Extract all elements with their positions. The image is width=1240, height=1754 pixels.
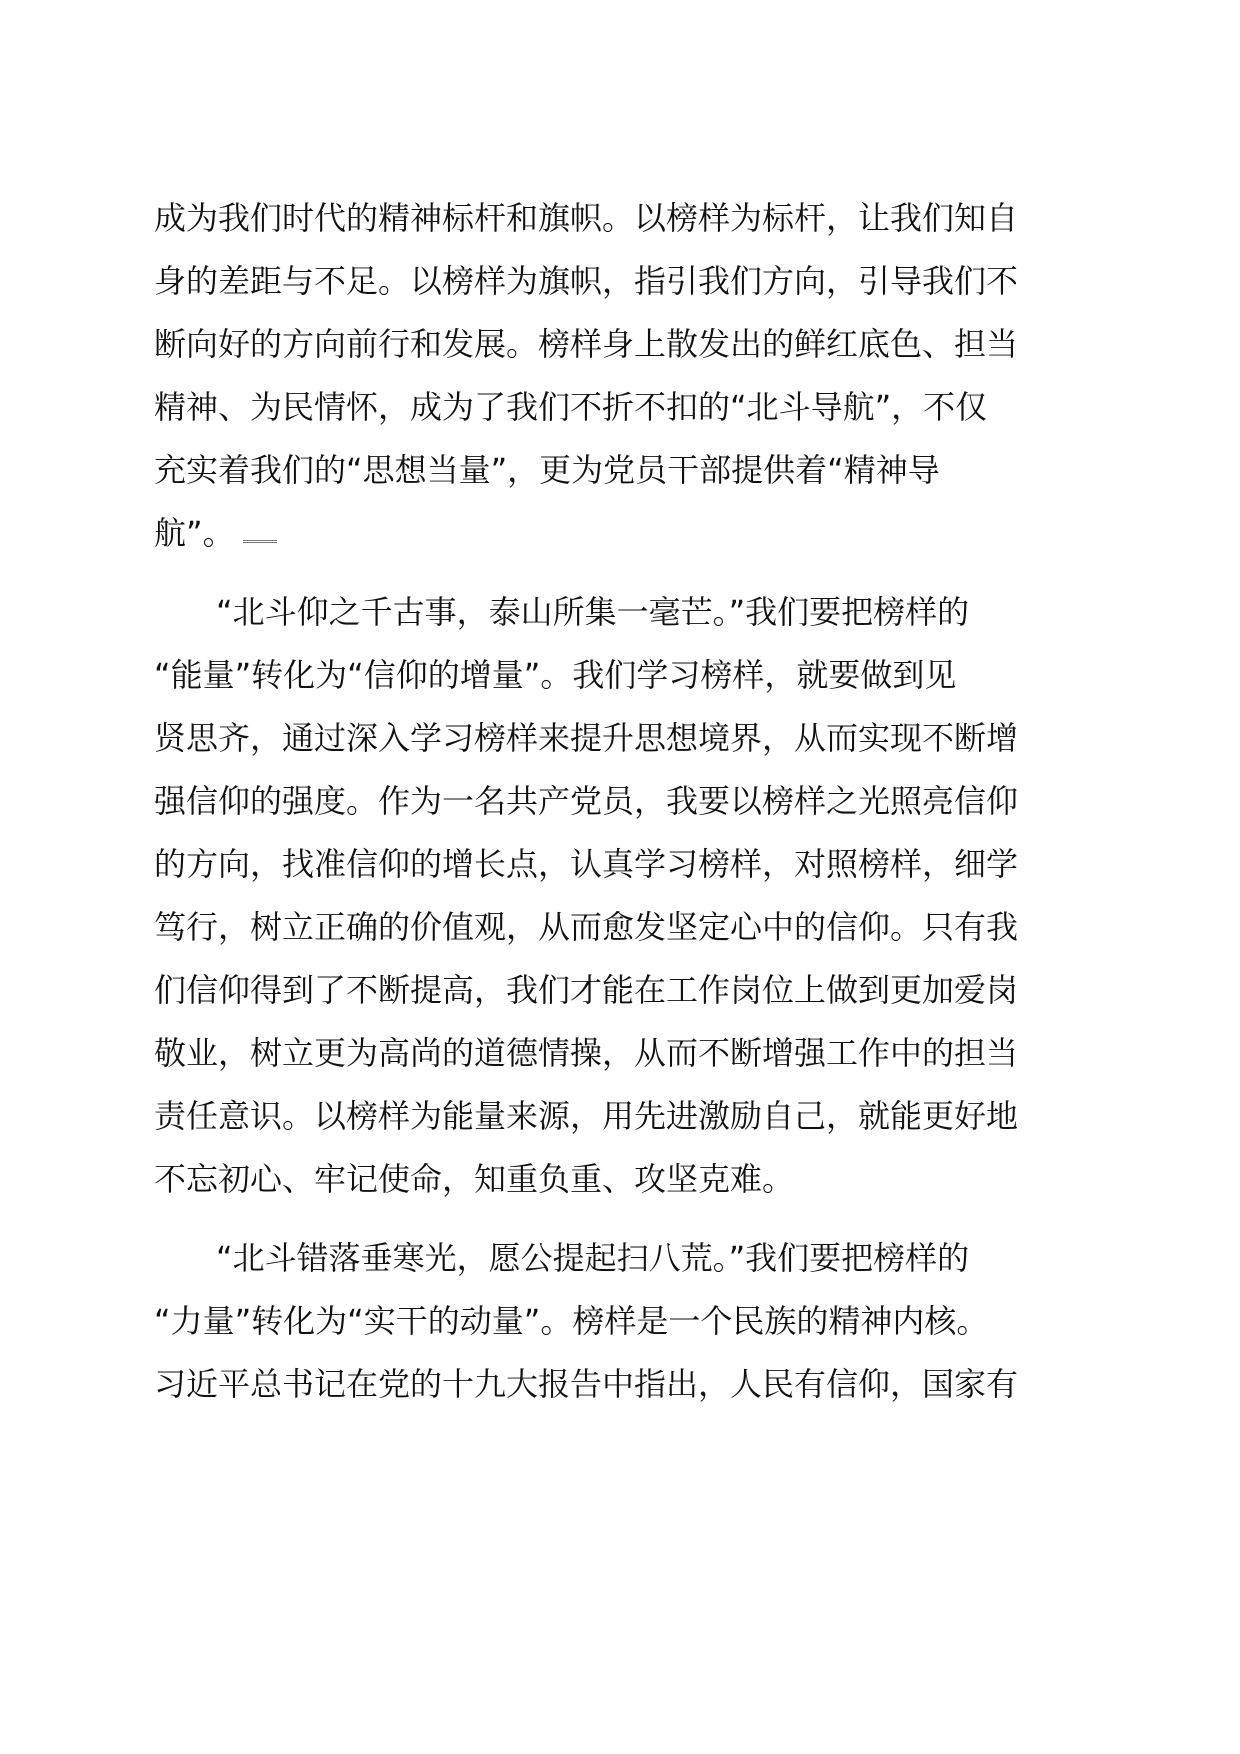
text-line: 断向好的方向前行和发展。榜样身上散发出的鲜红底色、担当: [154, 325, 1019, 363]
paragraph-3: [154, 1227, 1096, 1416]
paragraph-2: [154, 581, 1096, 1211]
text-line: “力量”转化为“实干的动量”。榜样是一个民族的精神内核。: [154, 1302, 989, 1340]
text-line: 强信仰的强度。作为一名共产党员，我要以榜样之光照亮信仰: [154, 782, 1019, 820]
text-line: 敬业，树立更为高尚的道德情操，从而不断增强工作中的担当: [154, 1034, 1019, 1072]
text-line: 们信仰得到了不断提高，我们才能在工作岗位上做到更加爱岗: [154, 971, 1019, 1009]
text-line: 航”。: [154, 514, 235, 552]
text-line: 的方向，找准信仰的增长点，认真学习榜样，对照榜样，细学: [154, 845, 1019, 883]
tiny-footnote-mark: [243, 540, 277, 543]
text-line-with-mark: [154, 502, 1096, 565]
paragraph-1: [154, 187, 1096, 565]
text-line: 成为我们时代的精神标杆和旗帜。以榜样为标杆，让我们知自: [154, 199, 1019, 237]
text-line: “北斗仰之千古事，泰山所集一毫芒。”我们要把榜样的: [216, 593, 970, 631]
paragraph-gap: [154, 565, 1096, 581]
text-line: 不忘初心、牢记使命，知重负重、攻坚克难。: [154, 1160, 795, 1198]
text-line: 贤思齐，通过深入学习榜样来提升思想境界，从而实现不断增: [154, 719, 1019, 757]
text-line-indented: [154, 1227, 1096, 1290]
paragraph-gap: [154, 1211, 1096, 1227]
text-line: “能量”转化为“信仰的增量”。我们学习榜样，就要做到见: [154, 656, 957, 694]
text-line: 责任意识。以榜样为能量来源，用先进激励自己，就能更好地: [154, 1097, 1019, 1135]
text-line: “北斗错落垂寒光，愿公提起扫八荒。”我们要把榜样的: [216, 1239, 970, 1277]
text-line: 习近平总书记在党的十九大报告中指出，人民有信仰，国家有: [154, 1365, 1019, 1403]
text-line: 精神、为民情怀，成为了我们不折不扣的“北斗导航”，不仅: [154, 388, 988, 426]
text-line: 笃行，树立正确的价值观，从而愈发坚定心中的信仰。只有我: [154, 908, 1019, 946]
text-line: 充实着我们的“思想当量”，更为党员干部提供着“精神导: [154, 451, 940, 489]
body-text: [154, 187, 1096, 1416]
text-line: 身的差距与不足。以榜样为旗帜，指引我们方向，引导我们不: [154, 262, 1019, 300]
text-line-indented: [154, 581, 1096, 644]
